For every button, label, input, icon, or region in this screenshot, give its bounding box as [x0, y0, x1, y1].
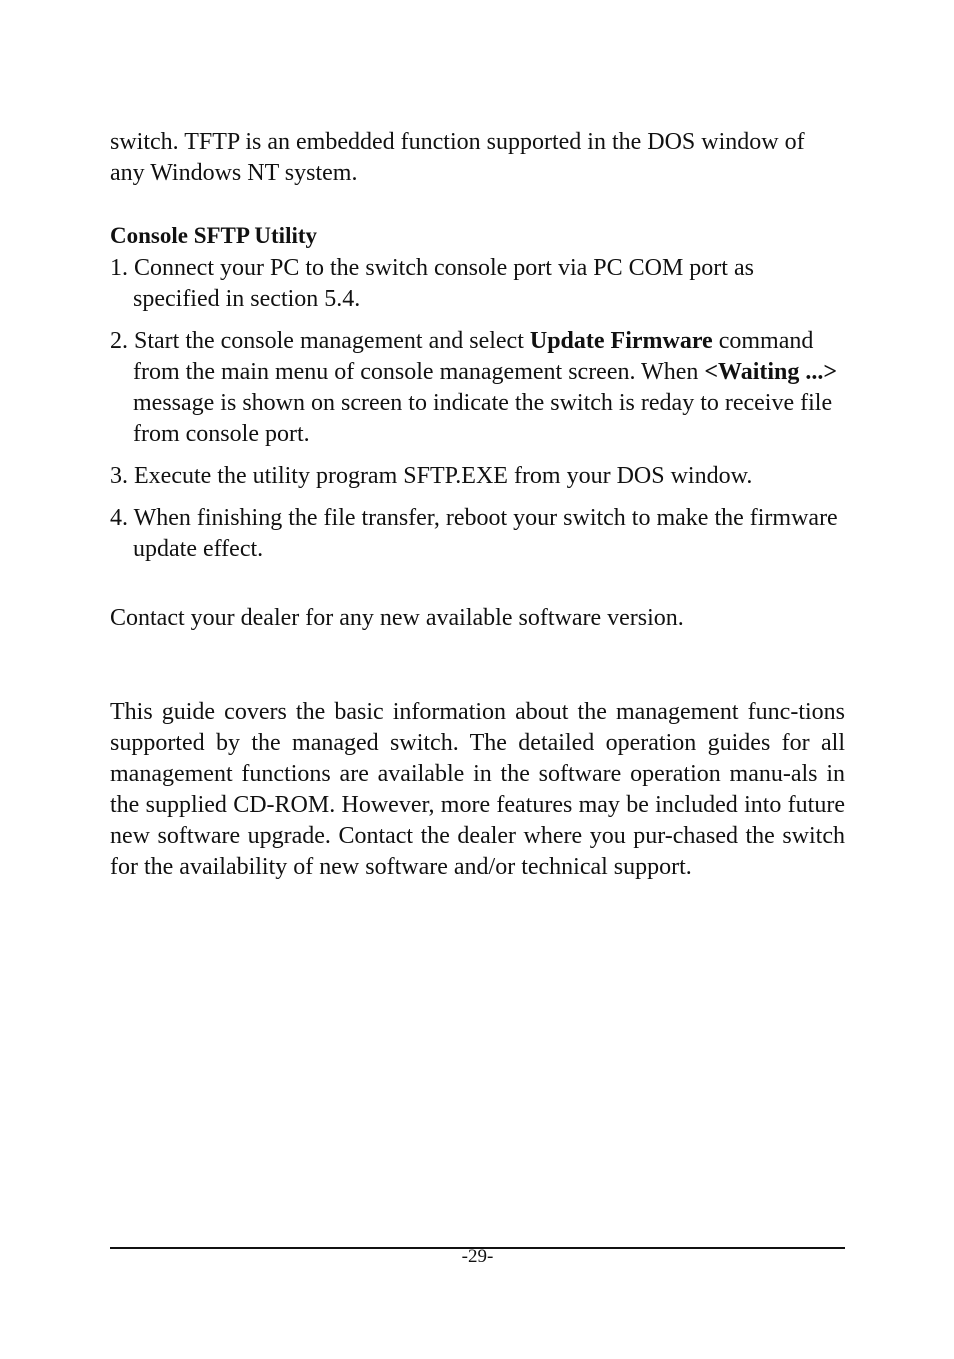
summary-paragraph: This guide covers the basic information about the management func-tions supported by the managed switch. The detailed operation guides for all management functions are available in the software operation manu-als in the supplied CD-ROM. However, more features may be included into future new software upgrade. Contact the dealer where you pur-chased the switch for the availability of new software and/or technical support. [110, 699, 845, 880]
page-number: -29- [461, 1246, 494, 1267]
contact-paragraph: Contact your dealer for any new available software version. [110, 605, 684, 631]
step-text: message is shown on screen to indicate the switch is reday to receive file from console port. [133, 390, 833, 447]
document-body [110, 127, 845, 883]
step-item: 4. When finishing the file transfer, reboot your switch to make the firmware update effect. [110, 505, 838, 562]
command-name: Update Firmware [529, 328, 713, 354]
step-item [110, 326, 845, 450]
steps-list [110, 253, 845, 565]
section-heading: Console SFTP Utility [110, 223, 318, 248]
step-item: 1. Connect your PC to the switch console port via PC COM port as specified in section 5.4. [110, 255, 754, 312]
step-text: command from the main menu of console management screen. When [133, 328, 814, 385]
step-item: 3. Execute the utility program SFTP.EXE from your DOS window. [110, 463, 753, 489]
step-text: 2. Start the console management and select [110, 328, 530, 354]
waiting-message: <Waiting ...> [704, 359, 838, 385]
intro-paragraph: switch. TFTP is an embedded function supported in the DOS window of any Windows NT system. [110, 129, 805, 186]
